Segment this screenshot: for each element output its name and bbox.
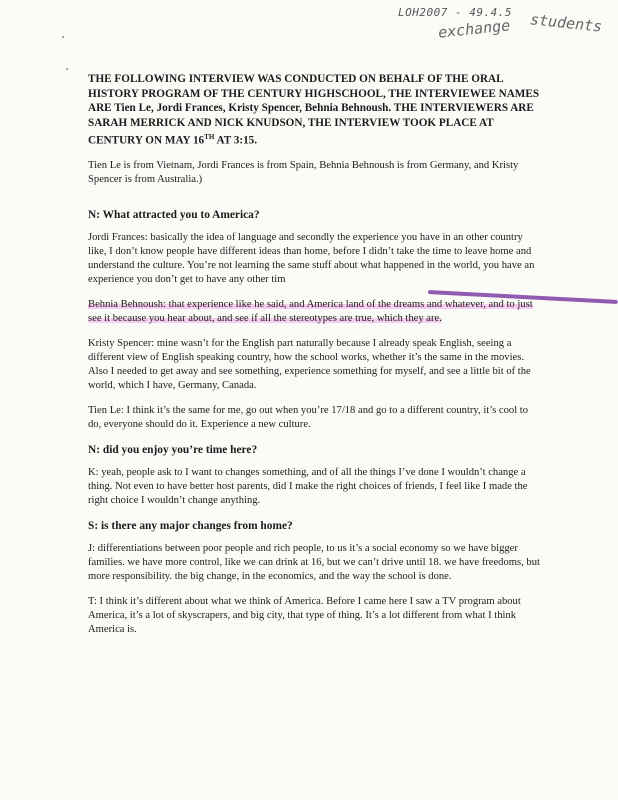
answer-paragraph: T: I think it’s different about what we think of America. Before I came here I saw a TV program about America, it’s a lot of skyscrapers, and big city, that type of thing. It’s a lot different from what I think America is. xyxy=(88,595,521,635)
handwritten-note-exchange: exchange xyxy=(437,16,511,42)
question-heading: N: did you enjoy you’re time here? xyxy=(88,443,258,456)
interview-intro: THE FOLLOWING INTERVIEW WAS CONDUCTED ON BEHALF OF THE ORAL HISTORY PROGRAM OF THE CENTURY HIGHSCHOOL, THE INTERVIEWEE NAMES ARE Tien Le, Jordi Frances, Kristy Spencer, Behnia Behnoush. THE INTERVIEWERS ARE SARAH MERRICK AND NICK KNUDSON, THE INTERVIEW TOOK PLACE AT CENTURY ON MAY 16TH AT 3:15. xyxy=(88,73,540,148)
answer-paragraph: Tien Le: I think it’s the same for me, go out when you’re 17/18 and go to a different country, it’s cool to do, everyone should do it. Experience a new culture. xyxy=(88,404,529,430)
handwritten-annotation xyxy=(398,6,608,42)
question-heading: N: What attracted you to America? xyxy=(88,208,260,221)
answer-paragraph: J: differentiations between poor people and rich people, to us it’s a social economy so we have bigger families. we have more control, like we can drink at 16, but we can’t drive until 18. we have freedoms, but more responsibility. the big change, in the economics, and the way the school is done. xyxy=(88,542,540,582)
handwritten-note-students: students xyxy=(529,10,603,36)
highlighted-answer: Behnia Behnoush: that experience like he said, and America land of the dreams and whatever, and to just see it because you hear about, and see if all the stereotypes are true, which they are. xyxy=(88,298,533,324)
interviewee-origins: Tien Le is from Vietnam, Jordi Frances is from Spain, Behnia Behnoush is from Germany, and Kristy Spencer is from Australia.) xyxy=(88,159,519,185)
transcript-body xyxy=(88,72,540,648)
answer-paragraph: Jordi Frances: basically the idea of language and secondly the experience you have in an other country like, I don’t know people have different ideas than home, before I didn’t take the time to leave home and understand the culture. You’re not learning the same stuff about what happened in the world, you have an experience you don’t get to have any other tim xyxy=(88,231,535,285)
answer-paragraph: K: yeah, people ask to I want to changes something, and of all the things I’ve done I wouldn’t change a thing. Not even to have better host parents, did I make the right choices of friends, I feel like I made the right choice I wouldn’t change anything. xyxy=(88,466,528,506)
question-heading: S: is there any major changes from home? xyxy=(88,519,293,532)
paper-speck xyxy=(62,36,64,38)
accession-code: LOH2007 - 49.4.5 xyxy=(398,6,512,19)
paper-speck xyxy=(66,68,68,70)
answer-paragraph: Kristy Spencer: mine wasn’t for the English part naturally because I already speak English, seeing a different view of English speaking country, how the school works, whether it’s the same in the movies. Also I needed to get away and see something, experience something for myself, and see a little bit of the world, which I have, Germany, Canada. xyxy=(88,337,531,391)
